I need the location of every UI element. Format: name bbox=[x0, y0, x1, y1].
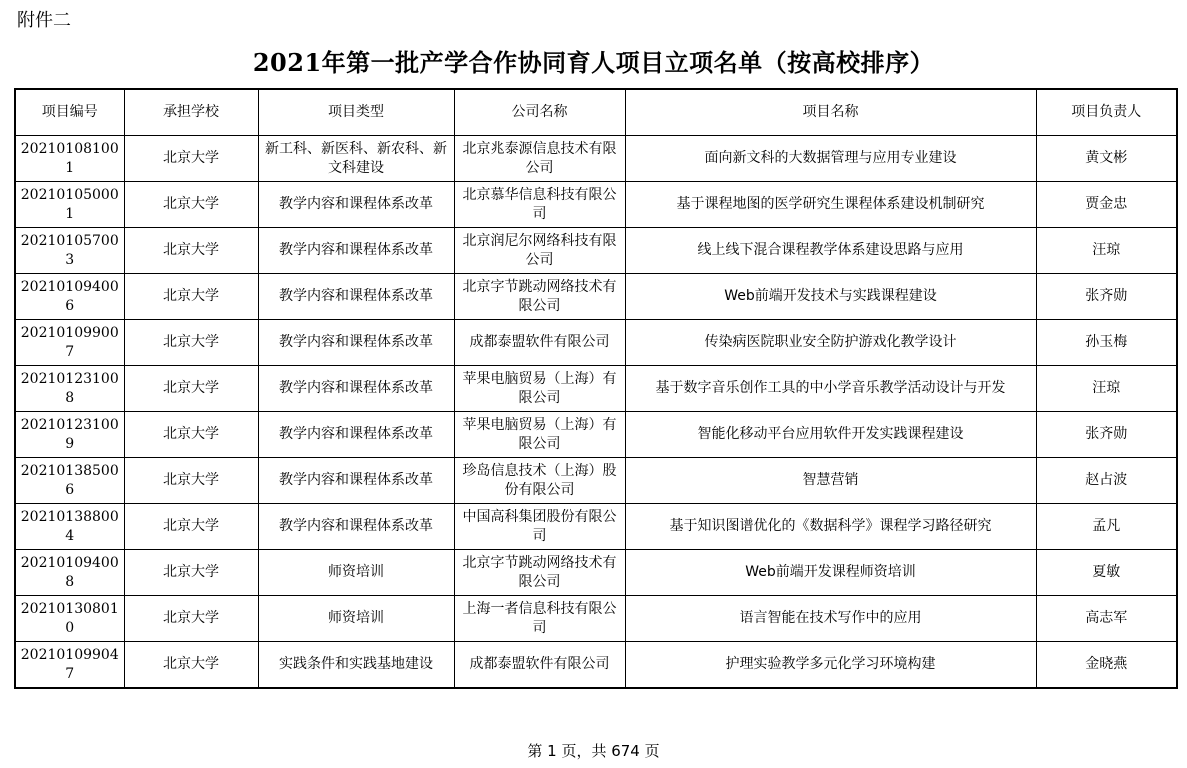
cell-project-lead: 张齐勋 bbox=[1036, 412, 1177, 458]
cell-project-name: 传染病医院职业安全防护游戏化教学设计 bbox=[625, 320, 1036, 366]
cell-project-name: Web前端开发课程师资培训 bbox=[625, 550, 1036, 596]
cell-project-name: Web前端开发技术与实践课程建设 bbox=[625, 274, 1036, 320]
cell-project-lead: 汪琼 bbox=[1036, 366, 1177, 412]
table-body bbox=[15, 136, 1177, 689]
cell-project-code: 202101099047 bbox=[15, 642, 124, 689]
cell-project-name: 护理实验教学多元化学习环境构建 bbox=[625, 642, 1036, 689]
cell-project-type: 师资培训 bbox=[258, 596, 454, 642]
cell-company: 中国高科集团股份有限公司 bbox=[454, 504, 625, 550]
table-row bbox=[15, 274, 1177, 320]
cell-project-type: 教学内容和课程体系改革 bbox=[258, 412, 454, 458]
table-row bbox=[15, 596, 1177, 642]
cell-project-code: 202101231008 bbox=[15, 366, 124, 412]
header-project-lead: 项目负责人 bbox=[1036, 89, 1177, 136]
cell-project-name: 智慧营销 bbox=[625, 458, 1036, 504]
table-row bbox=[15, 320, 1177, 366]
cell-project-code: 202101231009 bbox=[15, 412, 124, 458]
cell-project-name: 基于课程地图的医学研究生课程体系建设机制研究 bbox=[625, 182, 1036, 228]
cell-project-code: 202101308010 bbox=[15, 596, 124, 642]
cell-project-name: 智能化移动平台应用软件开发实践课程建设 bbox=[625, 412, 1036, 458]
table-header bbox=[15, 89, 1177, 136]
header-school: 承担学校 bbox=[124, 89, 258, 136]
cell-company: 北京润尼尔网络科技有限公司 bbox=[454, 228, 625, 274]
cell-project-code: 202101057003 bbox=[15, 228, 124, 274]
cell-project-lead: 黄文彬 bbox=[1036, 136, 1177, 182]
cell-company: 珍岛信息技术（上海）股份有限公司 bbox=[454, 458, 625, 504]
cell-company: 上海一者信息科技有限公司 bbox=[454, 596, 625, 642]
cell-project-code: 202101094008 bbox=[15, 550, 124, 596]
table-row bbox=[15, 182, 1177, 228]
cell-project-name: 线上线下混合课程教学体系建设思路与应用 bbox=[625, 228, 1036, 274]
cell-project-code: 202101094006 bbox=[15, 274, 124, 320]
cell-project-name: 基于知识图谱优化的《数据科学》课程学习路径研究 bbox=[625, 504, 1036, 550]
cell-school: 北京大学 bbox=[124, 136, 258, 182]
cell-project-lead: 赵占波 bbox=[1036, 458, 1177, 504]
table-row bbox=[15, 458, 1177, 504]
table-row bbox=[15, 642, 1177, 689]
cell-project-type: 教学内容和课程体系改革 bbox=[258, 274, 454, 320]
cell-school: 北京大学 bbox=[124, 182, 258, 228]
cell-project-type: 教学内容和课程体系改革 bbox=[258, 458, 454, 504]
cell-project-lead: 高志军 bbox=[1036, 596, 1177, 642]
cell-project-name: 基于数字音乐创作工具的中小学音乐教学活动设计与开发 bbox=[625, 366, 1036, 412]
cell-project-code: 202101050001 bbox=[15, 182, 124, 228]
table-row bbox=[15, 504, 1177, 550]
cell-school: 北京大学 bbox=[124, 412, 258, 458]
project-table bbox=[14, 88, 1178, 689]
cell-project-type: 师资培训 bbox=[258, 550, 454, 596]
cell-project-lead: 汪琼 bbox=[1036, 228, 1177, 274]
cell-project-type: 教学内容和课程体系改革 bbox=[258, 504, 454, 550]
cell-project-lead: 孙玉梅 bbox=[1036, 320, 1177, 366]
cell-project-type: 教学内容和课程体系改革 bbox=[258, 320, 454, 366]
cell-project-code: 202101388004 bbox=[15, 504, 124, 550]
table-row bbox=[15, 412, 1177, 458]
cell-project-code: 202101081001 bbox=[15, 136, 124, 182]
cell-school: 北京大学 bbox=[124, 642, 258, 689]
cell-school: 北京大学 bbox=[124, 458, 258, 504]
header-company: 公司名称 bbox=[454, 89, 625, 136]
cell-project-name: 面向新文科的大数据管理与应用专业建设 bbox=[625, 136, 1036, 182]
header-project-code: 项目编号 bbox=[15, 89, 124, 136]
header-project-name: 项目名称 bbox=[625, 89, 1036, 136]
cell-school: 北京大学 bbox=[124, 228, 258, 274]
cell-school: 北京大学 bbox=[124, 596, 258, 642]
cell-project-lead: 孟凡 bbox=[1036, 504, 1177, 550]
cell-company: 北京兆泰源信息技术有限公司 bbox=[454, 136, 625, 182]
cell-project-code: 202101385006 bbox=[15, 458, 124, 504]
cell-school: 北京大学 bbox=[124, 366, 258, 412]
cell-project-code: 202101099007 bbox=[15, 320, 124, 366]
cell-project-type: 实践条件和实践基地建设 bbox=[258, 642, 454, 689]
cell-project-type: 新工科、新医科、新农科、新文科建设 bbox=[258, 136, 454, 182]
table-row bbox=[15, 550, 1177, 596]
attachment-label: 附件二 bbox=[17, 10, 71, 31]
cell-school: 北京大学 bbox=[124, 320, 258, 366]
table-row bbox=[15, 136, 1177, 182]
header-project-type: 项目类型 bbox=[258, 89, 454, 136]
cell-school: 北京大学 bbox=[124, 274, 258, 320]
cell-company: 成都泰盟软件有限公司 bbox=[454, 642, 625, 689]
cell-school: 北京大学 bbox=[124, 550, 258, 596]
cell-project-type: 教学内容和课程体系改革 bbox=[258, 182, 454, 228]
cell-company: 成都泰盟软件有限公司 bbox=[454, 320, 625, 366]
document-title: 2021年第一批产学合作协同育人项目立项名单（按高校排序） bbox=[252, 48, 935, 77]
cell-project-name: 语言智能在技术写作中的应用 bbox=[625, 596, 1036, 642]
table-row bbox=[15, 228, 1177, 274]
cell-company: 苹果电脑贸易（上海）有限公司 bbox=[454, 366, 625, 412]
header-row bbox=[15, 89, 1177, 136]
cell-project-lead: 张齐勋 bbox=[1036, 274, 1177, 320]
page-number-footer: 第 1 页，共 674 页 bbox=[527, 742, 660, 760]
cell-project-type: 教学内容和课程体系改革 bbox=[258, 228, 454, 274]
cell-project-type: 教学内容和课程体系改革 bbox=[258, 366, 454, 412]
cell-company: 北京字节跳动网络技术有限公司 bbox=[454, 274, 625, 320]
cell-project-lead: 夏敏 bbox=[1036, 550, 1177, 596]
cell-company: 北京慕华信息科技有限公司 bbox=[454, 182, 625, 228]
cell-project-lead: 贾金忠 bbox=[1036, 182, 1177, 228]
cell-project-lead: 金晓燕 bbox=[1036, 642, 1177, 689]
cell-school: 北京大学 bbox=[124, 504, 258, 550]
cell-company: 北京字节跳动网络技术有限公司 bbox=[454, 550, 625, 596]
cell-company: 苹果电脑贸易（上海）有限公司 bbox=[454, 412, 625, 458]
table-row bbox=[15, 366, 1177, 412]
